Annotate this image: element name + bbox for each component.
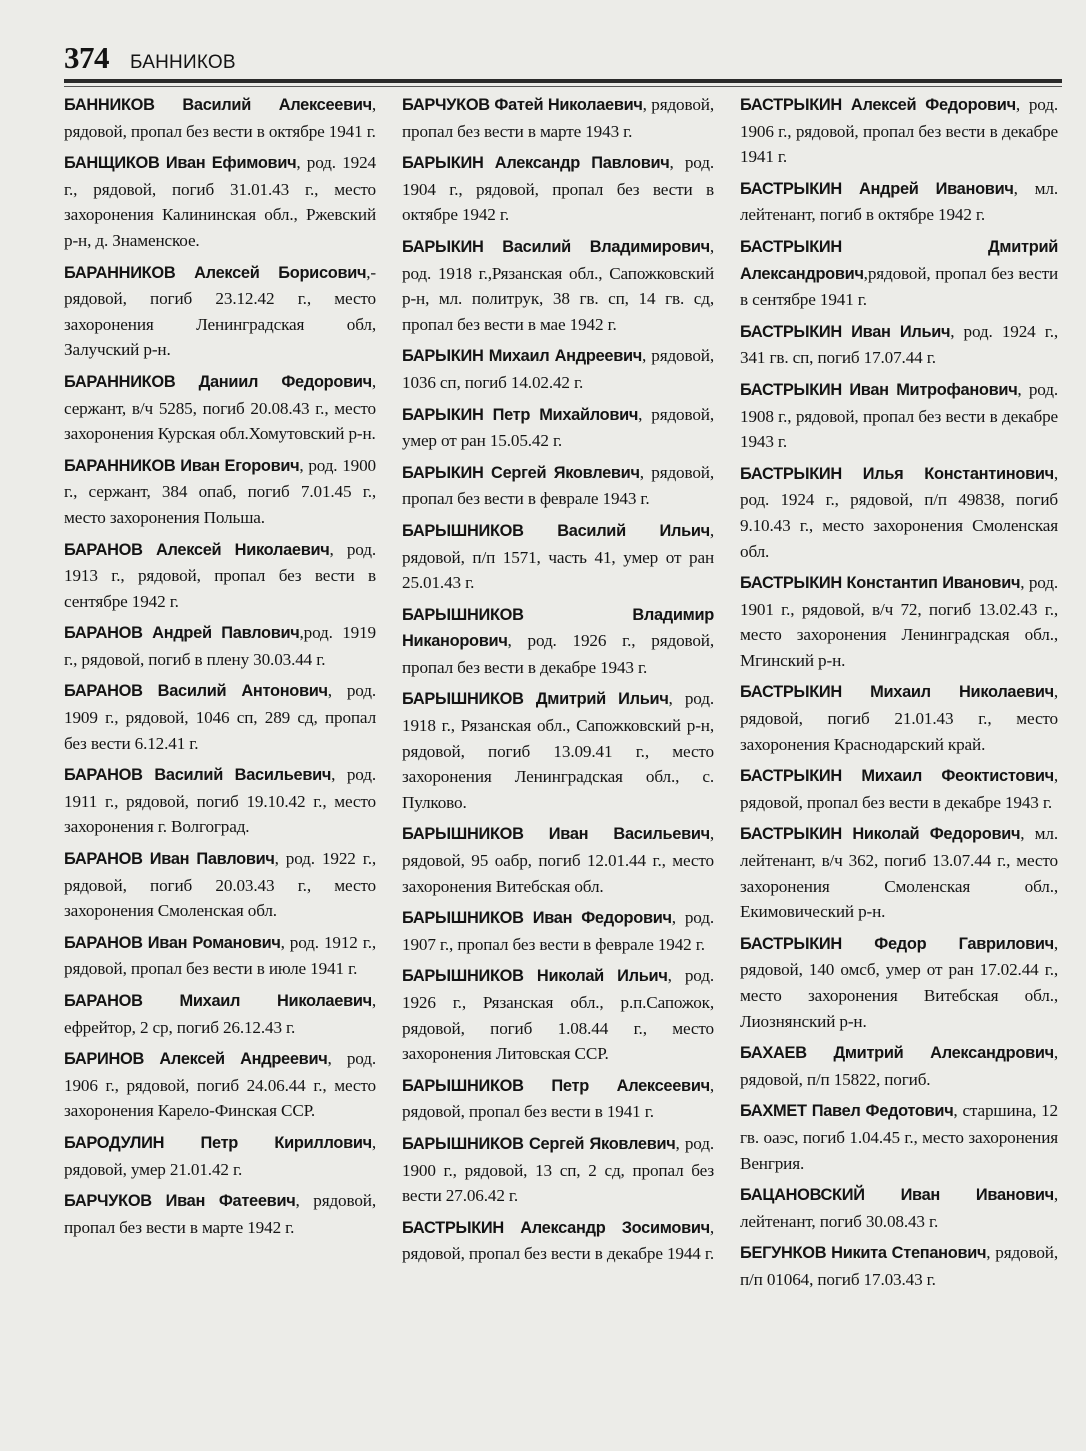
entry-name: БАРЫШНИКОВ Сергей Яковлевич [402,1134,676,1153]
entry-details: , мл. лейтенант, в/ч 362, погиб 13.07.44 г., место захоронения Смоленская обл., Екимовический р-н. [740,824,1058,922]
entry [64,1046,376,1124]
entry-name: БАРАНОВ Алексей Николаевич [64,540,330,559]
entry-details: , род. 1900 г., рядовой, 13 сп, 2 сд, пропал без вести 27.06.42 г. [402,1133,714,1206]
entry [740,763,1058,815]
entry-details: , ефрейтор, 2 ср, погиб 26.12.43 г. [64,991,376,1037]
entry-name: БАРАНОВ Андрей Павлович [64,624,300,643]
entry-details: , рядовой, пропал без вести в декабре 1943 г. [740,766,1058,812]
entry-details: , рядовой, 1036 сп, погиб 14.02.42 г. [402,346,714,392]
column-1 [64,92,376,1246]
entry-name: БАРЫКИН Петр Михайлович [402,405,639,424]
entry [740,176,1058,228]
entry-details: , рядовой, пропал без вести в 1941 г. [402,1075,714,1122]
entry [64,92,376,144]
entry-name: БАРАННИКОВ Алексей Борисович [64,263,367,282]
entry [740,92,1058,170]
entry-name: БАРАННИКОВ Даниил Федорович [64,372,372,391]
entry-name: БАРЫШНИКОВ Николай Ильич [402,967,668,986]
entry-details: , род. 1922 г., рядовой, погиб 20.03.43 г., место захоронения Смоленская обл. [64,849,377,921]
entry [64,1130,376,1182]
entry-name: БАСТРЫКИН Алексей Федорович [740,96,1016,114]
entry-name: БАРЫШНИКОВ Петр Алексеевич [402,1076,710,1095]
entry [402,1073,714,1125]
entry-details: , род. 1924 г., рядовой, п/п 49838, погиб 9.10.43 г., место захоронения Смоленская обл. [740,463,1058,561]
entry [740,570,1058,673]
entry-name: БАРАНОВ Иван Романович [64,933,281,952]
entry [740,931,1058,1034]
entry-details: , род. 1926 г., Рязанская обл., р.п.Сапожок, рядовой, погиб 1.08.44 г., место захоронения Литовская ССР. [402,966,715,1064]
entry-details: , рядовой, п/п 15822, погиб. [740,1043,1058,1089]
entry-name: БАСТРЫКИН Дмитрий Александрович [740,237,1058,283]
entry-name: БАСТРЫКИН Иван Митрофанович [740,380,1018,399]
entry-name: БАЦАНОВСКИЙ Иван Иванович [740,1186,1054,1205]
entry [64,620,376,672]
entry [740,679,1058,757]
entry-details: , род. 1900 г., сержант, 384 опаб, погиб 7.01.45 г., место захоронения Польша. [64,455,376,527]
entry-details: , лейтенант, погиб 30.08.43 г. [740,1185,1058,1231]
entry-details: , род. 1918 г.,Рязанская обл., Сапожковский р-н, мл. политрук, 38 гв. сп, 14 гв. сд, пропал без вести в мае 1942 г. [402,236,714,334]
entry-details: ,род. 1919 г., рядовой, погиб в плену 30.03.44 г. [64,623,377,669]
entry-name: БАХМЕТ Павел Федотович [740,1102,954,1121]
entry-details: , рядовой, пропал без вести в феврале 1943 г. [402,462,714,509]
entry-details: , сержант, в/ч 5285, погиб 20.08.43 г., место захоронения Курская обл.Хомутовский р-н. [64,371,376,444]
entry-details: , рядовой, пропал без вести в октябре 1941 г. [64,95,376,141]
entry [402,92,714,144]
entry-details: , мл. лейтенант, погиб в октябре 1942 г. [740,178,1058,225]
entry-details: , род. 1904 г., рядовой, пропал без вести в октябре 1942 г. [402,153,714,225]
entry-name: БАРЧУКОВ Иван Фатеевич [64,1192,296,1211]
header-rule [64,79,1062,83]
entry [64,930,376,982]
entry [402,1215,714,1267]
entry-name: БАСТРЫКИН Иван Ильич [740,322,951,341]
entry [740,1240,1058,1292]
entry [64,537,376,615]
entry-name: БАРЧУКОВ Фатей Николаевич [402,96,643,114]
entry [740,377,1058,455]
entry [740,1040,1058,1092]
entry-name: БАНЩИКОВ Иван Ефимович [64,154,297,173]
entry-details: , род. 1918 г., Рязанская обл., Сапожковский р-н, рядовой, погиб 13.09.41 г., место захоронения Ленинградская обл., с. Пулково. [402,689,714,812]
entry-name: БАРЫШНИКОВ Василий Ильич [402,521,710,540]
entry [402,1131,714,1209]
entry [64,260,376,363]
entry [740,461,1058,564]
entry-name: БАННИКОВ Василий Алексеевич [64,96,372,114]
entry [740,234,1058,313]
entry-name: БАСТРЫКИН Федор Гаврилович [740,934,1054,953]
entry-name: БАРЫШНИКОВ Иван Федорович [402,909,672,928]
column-2 [402,92,714,1273]
entry-details: , рядовой, умер 21.01.42 г. [64,1132,376,1179]
entry-name: БЕГУНКОВ Никита Степанович [740,1244,987,1263]
entry [64,150,376,253]
entry-name: БАРОДУЛИН Петр Кириллович [64,1133,372,1152]
entry-name: БАСТРЫКИН Николай Федорович [740,825,1021,844]
entry-name: БАРЫШНИКОВ Иван Васильевич [402,825,710,844]
entry [402,150,714,228]
entry-details: , рядовой, пропал без вести в декабре 1944 г. [402,1217,715,1264]
entry-details: , рядовой, п/п 1571, часть 41, умер от ран 25.01.43 г. [402,520,714,593]
entry-details: , род. 1924 г., рядовой, погиб 31.01.43 г., место захоронения Калининская обл., Ржевский р-н, д. Знаменское. [64,153,376,250]
entry-name: БАРЫШНИКОВ Дмитрий Ильич [402,690,669,709]
entry-name: БАРАНОВ Иван Павлович [64,850,275,869]
entry-details: ,- рядовой, погиб 23.12.42 г., место захоронения Ленинградская обл, Залучский р-н. [64,262,376,360]
entry-details: , род. 1901 г., рядовой, в/ч 72, погиб 13.02.43 г., место захоронения Ленинградская обл., Мгинский р-н. [740,573,1059,670]
entry-details: , род. 1906 г., рядовой, погиб 24.06.44 г., место захоронения Карело-Финская ССР. [64,1049,376,1121]
entry-details: , старшина, 12 гв. оаэс, погиб 1.04.45 г., место захоронения Венгрия. [740,1101,1058,1173]
entry-details: , рядовой, п/п 01064, погиб 17.03.43 г. [740,1243,1058,1289]
entry-details: , рядовой, умер от ран 15.05.42 г. [402,404,714,451]
entry-name: БАХАЕВ Дмитрий Александрович [740,1044,1054,1063]
column-3 [740,92,1058,1299]
entry [402,518,714,596]
entry-details: , род. 1907 г., пропал без вести в феврале 1942 г. [402,908,714,954]
entry-name: БАСТРЫКИН Михаил Николаевич [740,683,1054,702]
entry [740,1182,1058,1234]
entry [402,402,714,454]
running-head: БАННИКОВ [130,52,236,73]
entry-name: БАРАНОВ Василий Васильевич [64,766,332,785]
entry [64,762,376,840]
entry-name: БАРАНОВ Михаил Николаевич [64,992,372,1010]
entry [402,602,714,681]
entry [402,343,714,395]
entry-details: , род. 1908 г., рядовой, пропал без вести в декабре 1943 г. [740,379,1059,452]
entry [402,460,714,512]
entry [740,821,1058,924]
entry [740,319,1058,371]
entry-name: БАСТРЫКИН Александр Зосимович [402,1218,710,1237]
entry [740,1098,1058,1176]
entry-details: , род. 1911 г., рядовой, погиб 19.10.42 г., место захоронения г. Волгоград. [64,765,376,837]
entry-details: ,рядовой, пропал без вести в сентябре 1941 г. [740,263,1058,310]
entry-details: , род. 1906 г., рядовой, пропал без вести в декабре 1941 г. [740,95,1058,167]
entry-details: , рядовой, пропал без вести в марте 1942 г. [64,1191,376,1237]
page-number: 374 [64,40,109,75]
entry [64,846,376,924]
entry [64,369,376,447]
entry [64,1188,376,1240]
entry-details: , род. 1912 г., рядовой, пропал без вести в июле 1941 г. [64,932,377,979]
entry-details: , род. 1924 г., 341 гв. сп, погиб 17.07.44 г. [740,321,1058,368]
entry-details: , рядовой, пропал без вести в марте 1943 г. [402,95,714,141]
entry-name: БАСТРЫКИН Михаил Феоктистович [740,767,1054,786]
entry-details: , род. 1926 г., рядовой, пропал без вести в декабре 1943 г. [402,631,714,677]
entry-name: БАРЫКИН Василий Владимирович [402,237,710,256]
entry-name: БАРЫКИН Александр Павлович [402,154,670,173]
page-header [64,40,1064,84]
entry [64,453,376,531]
entry-name: БАРЫКИН Сергей Яковлевич [402,463,640,482]
entry-details: , рядовой, погиб 21.01.43 г., место захоронения Краснодарский край. [740,682,1058,754]
entry-name: БАСТРЫКИН Андрей Иванович [740,179,1014,198]
entry [402,234,714,337]
entry [402,821,714,899]
entry-name: БАРАННИКОВ Иван Егорович [64,456,300,475]
entry-name: БАРЫКИН Михаил Андреевич [402,347,642,366]
header-rule-thin [64,86,1062,87]
entry-name: БАСТРЫКИН Илья Константинович [740,464,1054,483]
entry-details: , рядовой, 140 омсб, умер от ран 17.02.44 г., место захоронения Витебская обл., Лиознянский р-н. [740,933,1058,1031]
entry [64,988,376,1040]
entry-details: , род. 1909 г., рядовой, 1046 сп, 289 сд, пропал без вести 6.12.41 г. [64,681,376,753]
entry-name: БАСТРЫКИН Константип Иванович [740,574,1021,593]
entry-name: БАРИНОВ Алексей Андреевич [64,1050,328,1069]
entry [64,678,376,756]
entry [402,905,714,957]
entry-details: , рядовой, 95 оабр, погиб 12.01.44 г., место захоронения Витебская обл. [402,824,714,896]
entry-name: БАРАНОВ Василий Антонович [64,682,328,701]
entry [402,686,714,815]
entry-details: , род. 1913 г., рядовой, пропал без вести в сентябре 1942 г. [64,539,376,611]
entry-name: БАРЫШНИКОВ Владимир Никанорович [402,605,714,651]
entry [402,963,714,1066]
